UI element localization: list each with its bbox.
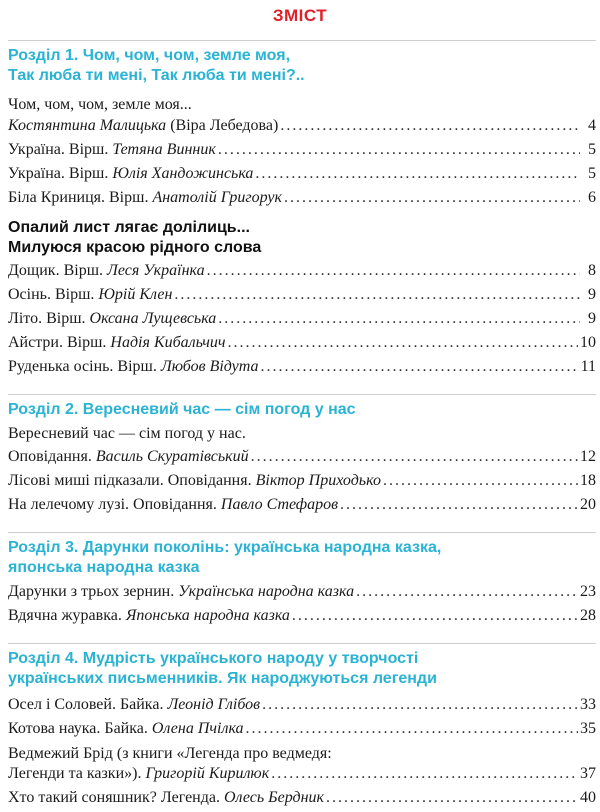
toc-entry[interactable] bbox=[8, 582, 596, 602]
section-2-heading: Розділ 2. Вересневий час — сім погод у нас bbox=[8, 401, 356, 418]
entry-author: Леся Українка bbox=[107, 262, 205, 279]
entry-author: Тетяна Винник bbox=[112, 141, 216, 158]
leader-dots bbox=[356, 582, 578, 602]
section-4-heading bbox=[8, 649, 593, 689]
heading-line: Розділ 4. Мудрість українського народу у творчості bbox=[8, 650, 419, 667]
toc-entry[interactable] bbox=[8, 495, 596, 515]
entry-title: Дощик. Вірш. bbox=[8, 262, 108, 279]
entry-page: 20 bbox=[580, 496, 596, 513]
entry-title: Лісові миші підказали. Оповідання. bbox=[8, 472, 256, 489]
toc-entry[interactable] bbox=[8, 606, 596, 626]
leader-dots bbox=[255, 164, 580, 184]
entry-title: Україна. Вірш. bbox=[8, 141, 113, 158]
entry-page: 23 bbox=[580, 583, 596, 600]
leader-dots bbox=[326, 788, 578, 808]
leader-dots bbox=[284, 188, 580, 208]
leader-dots bbox=[251, 447, 578, 467]
divider bbox=[8, 532, 596, 533]
entry-title: Легенди та казки»). bbox=[8, 765, 146, 782]
entry-page: 9 bbox=[588, 310, 596, 327]
leader-dots bbox=[218, 140, 580, 160]
divider bbox=[8, 40, 596, 41]
entry-title: Осел і Соловей. Байка. bbox=[8, 696, 168, 713]
toc-entry[interactable] bbox=[8, 471, 596, 491]
entry-title-line: Вересневий час — сім погод у нас. bbox=[8, 425, 246, 442]
entry-title: Оповідання. bbox=[8, 448, 96, 465]
entry-title: Руденька осінь. Вірш. bbox=[8, 358, 161, 375]
leader-dots bbox=[174, 285, 580, 305]
leader-dots bbox=[207, 261, 580, 281]
entry-author: Віктор Приходько bbox=[255, 472, 381, 489]
entry-title: Айстри. Вірш. bbox=[8, 334, 111, 351]
entry-page: 28 bbox=[580, 607, 596, 624]
entry-title: Котова наука. Байка. bbox=[8, 720, 152, 737]
toc-entry[interactable] bbox=[8, 164, 596, 184]
entry-page: 40 bbox=[580, 789, 596, 806]
entry-title: Україна. Вірш. bbox=[8, 165, 113, 182]
leader-dots bbox=[228, 333, 578, 353]
entry-author: Костянтина Малицька bbox=[8, 117, 167, 134]
heading-line: Розділ 1. Чом, чом, чом, земле моя, bbox=[8, 47, 291, 64]
entry-title: Біла Криниця. Вірш. bbox=[8, 189, 153, 206]
entry-note: (Віра Лебедова) bbox=[166, 117, 279, 134]
toc-entry[interactable] bbox=[8, 116, 596, 136]
section-1-heading bbox=[8, 46, 593, 86]
page-title: ЗМІСТ bbox=[272, 6, 328, 25]
leader-dots bbox=[271, 764, 578, 784]
heading-line: Так люба ти мені, Так люба ти мені?.. bbox=[8, 67, 305, 84]
toc-entry[interactable] bbox=[8, 309, 596, 329]
leader-dots bbox=[383, 471, 578, 491]
entry-page: 12 bbox=[580, 448, 596, 465]
heading-line: Милуюся красою рідного слова bbox=[8, 239, 262, 256]
entry-title: Дарунки з трьох зернин. bbox=[8, 583, 179, 600]
entry-author: Надія Кибальчич bbox=[110, 334, 226, 351]
entry-title-line: Ведмежий Брід (з книги «Легенда про ведмедя: bbox=[8, 745, 332, 762]
divider bbox=[8, 643, 596, 644]
entry-author: Олесь Бердник bbox=[223, 789, 325, 806]
toc-entry[interactable] bbox=[8, 357, 596, 377]
entry-page: 5 bbox=[588, 165, 596, 182]
toc-entry[interactable] bbox=[8, 188, 596, 208]
heading-line: японська народна казка bbox=[8, 559, 200, 576]
toc-entry[interactable] bbox=[8, 447, 596, 467]
entry-page: 10 bbox=[580, 334, 596, 351]
leader-dots bbox=[280, 116, 580, 136]
entry-author: Григорій Кирилюк bbox=[145, 765, 270, 782]
entry-page: 35 bbox=[580, 720, 596, 737]
section-3-heading bbox=[8, 538, 593, 578]
toc-entry[interactable] bbox=[8, 695, 596, 715]
toc-entry[interactable] bbox=[8, 764, 596, 784]
entry-title: Хто такий соняшник? Легенда. bbox=[8, 789, 224, 806]
entry-page: 9 bbox=[588, 286, 596, 303]
entry-author: Юрій Клен bbox=[98, 286, 173, 303]
divider bbox=[8, 394, 596, 395]
entry-author: Василь Скуратівський bbox=[95, 448, 249, 465]
entry-title-line: Чом, чом, чом, земле моя... bbox=[8, 96, 192, 113]
entry-author: Павло Стефаров bbox=[220, 496, 339, 513]
entry-author: Японська народна казка bbox=[125, 607, 290, 624]
entry-page: 18 bbox=[580, 472, 596, 489]
entry-page: 6 bbox=[588, 189, 596, 206]
toc-entry[interactable] bbox=[8, 285, 596, 305]
leader-dots bbox=[218, 309, 580, 329]
entry-page: 4 bbox=[588, 117, 596, 134]
entry-title: Вдячна журавка. bbox=[8, 607, 126, 624]
entry-author: Оксана Лущевська bbox=[89, 310, 217, 327]
entry-page: 37 bbox=[580, 765, 596, 782]
entry-author: Анатолій Григорук bbox=[152, 189, 282, 206]
entry-author: Любов Відута bbox=[160, 358, 259, 375]
toc-entry[interactable] bbox=[8, 261, 596, 281]
toc-entry[interactable] bbox=[8, 140, 596, 160]
entry-title: На лелечому лузі. Оповідання. bbox=[8, 496, 221, 513]
leader-dots bbox=[262, 695, 578, 715]
leader-dots bbox=[292, 606, 578, 626]
entry-page: 8 bbox=[588, 262, 596, 279]
entry-author: Українська народна казка bbox=[178, 583, 355, 600]
toc-entry[interactable] bbox=[8, 719, 596, 739]
subsection-heading bbox=[8, 218, 593, 258]
leader-dots bbox=[340, 495, 578, 515]
entry-page: 11 bbox=[580, 358, 596, 375]
heading-line: українських письменників. Як народжуються легенди bbox=[8, 670, 437, 687]
entry-author: Юлія Хандожинська bbox=[112, 165, 254, 182]
toc-entry[interactable] bbox=[8, 788, 596, 808]
toc-entry[interactable] bbox=[8, 333, 596, 353]
entry-title: Літо. Вірш. bbox=[8, 310, 90, 327]
entry-page: 5 bbox=[588, 141, 596, 158]
entry-title: Осінь. Вірш. bbox=[8, 286, 99, 303]
heading-line: Розділ 3. Дарунки поколінь: українська народна казка, bbox=[8, 539, 442, 556]
leader-dots bbox=[246, 719, 578, 739]
leader-dots bbox=[261, 357, 579, 377]
heading-line: Опалий лист лягає долілиць... bbox=[8, 219, 250, 236]
entry-author: Олена Пчілка bbox=[151, 720, 244, 737]
entry-page: 33 bbox=[580, 696, 596, 713]
entry-author: Леонід Глібов bbox=[167, 696, 261, 713]
